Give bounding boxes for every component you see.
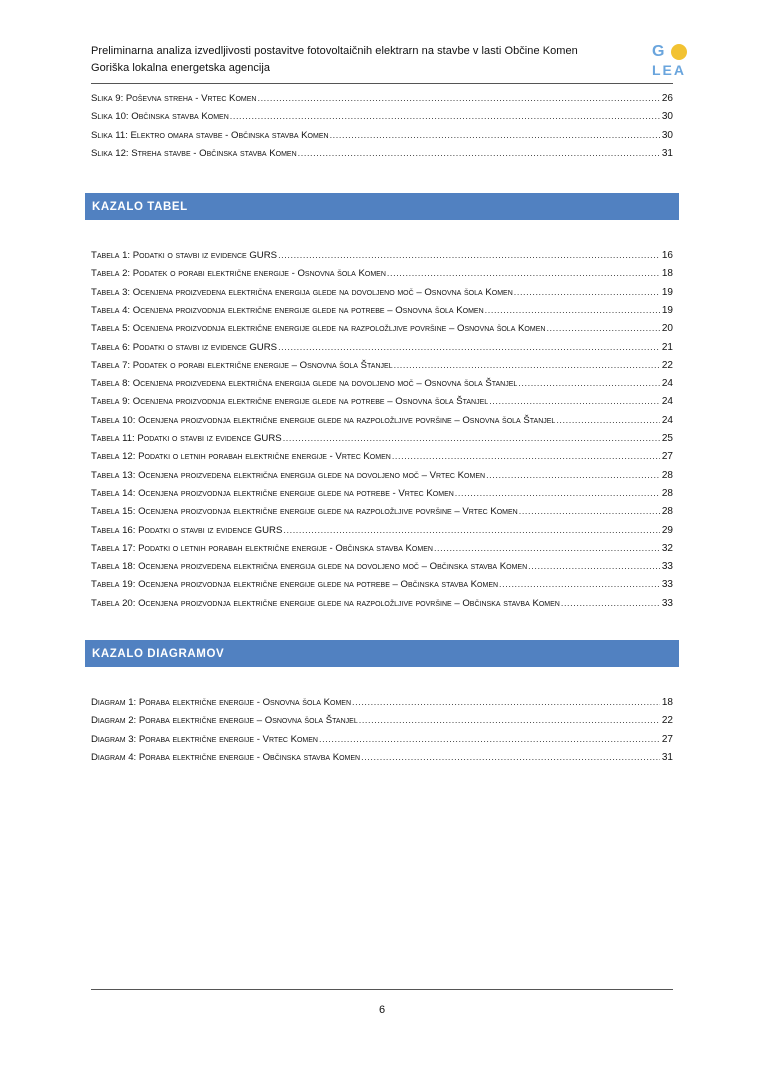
toc-leader-dots: [298, 148, 660, 158]
toc-entry-page: 30: [661, 129, 673, 141]
toc-entry[interactable]: [91, 433, 673, 447]
toc-entry-label: Tabela 16: Podatki o stavbi iz evidence GURS: [91, 524, 283, 536]
toc-entry-page: 28: [661, 469, 673, 481]
toc-leader-dots: [528, 561, 660, 571]
toc-leader-dots: [519, 506, 660, 516]
golea-logo: [651, 43, 691, 79]
toc-entry[interactable]: [91, 130, 673, 144]
toc-entry-page: 31: [661, 147, 673, 159]
toc-entry[interactable]: [91, 342, 673, 356]
toc-entry-label: Tabela 9: Ocenjena proizvodnja električne energije glede na potrebe – Osnovna šola Štanjel: [91, 396, 489, 408]
toc-entry-page: 31: [661, 751, 673, 763]
toc-entry[interactable]: [91, 287, 673, 301]
toc-leader-dots: [283, 525, 659, 535]
toc-entry-label: Tabela 11: Podatki o stavbi iz evidence GURS: [91, 433, 282, 444]
toc-entry-page: 24: [661, 396, 673, 408]
toc-entry[interactable]: [91, 525, 673, 539]
toc-entry-page: 21: [661, 341, 673, 353]
toc-leader-dots: [455, 488, 660, 498]
toc-entry-label: Tabela 6: Podatki o stavbi iz evidence GURS: [91, 341, 278, 353]
toc-entry[interactable]: [91, 415, 673, 429]
toc-entry[interactable]: [91, 93, 673, 107]
toc-entry-page: 26: [661, 93, 673, 104]
header-divider: [91, 83, 673, 84]
toc-entry-page: 25: [661, 433, 673, 444]
toc-entry-page: 32: [661, 542, 673, 554]
toc-entry[interactable]: [91, 543, 673, 557]
toc-entry-label: Slika 9: Poševna streha - Vrtec Komen: [91, 93, 257, 104]
toc-entry-label: Diagram 1: Poraba električne energije - Osnovna šola Komen: [91, 697, 352, 708]
section-header-diagrams: KAZALO DIAGRAMOV: [85, 640, 679, 667]
toc-leader-dots: [387, 268, 660, 278]
toc-leader-dots: [434, 543, 660, 553]
toc-entry-page: 16: [661, 250, 673, 261]
logo-sun-o: [671, 44, 687, 60]
toc-entry-label: Tabela 2: Podatek o porabi električne energije - Osnovna šola Komen: [91, 268, 386, 280]
toc-entry-label: Tabela 19: Ocenjena proizvodnja električne energije glede na potrebe – Občinska stavba Komen: [91, 579, 499, 591]
toc-entry-label: Tabela 15: Ocenjena proizvodnja električne energije glede na razpoložljive površine – Vrtec Komen: [91, 506, 518, 518]
toc-entry[interactable]: [91, 561, 673, 575]
toc-entry-page: 33: [661, 597, 673, 609]
toc-leader-dots: [485, 305, 660, 315]
toc-entry[interactable]: [91, 148, 673, 162]
toc-entry-label: Tabela 3: Ocenjena proizvedena električna energija glede na dovoljeno moč – Osnovna šola Komen: [91, 286, 513, 298]
toc-entry-label: Tabela 4: Ocenjena proizvodnja električne energije glede na potrebe – Osnovna šola Komen: [91, 304, 484, 316]
toc-leader-dots: [283, 433, 660, 443]
toc-entry-label: Tabela 5: Ocenjena proizvodnja električne energije glede na razpoložljive površine – Osnovna šola Komen: [91, 323, 546, 335]
toc-leader-dots: [392, 451, 660, 461]
logo-letter-g: G: [652, 43, 665, 60]
toc-entry-label: Tabela 8: Ocenjena proizvedena električna energija glede na dovoljeno moč – Osnovna šola Štanjel: [91, 378, 518, 390]
footer-divider: [91, 989, 673, 990]
toc-entry-page: 18: [661, 268, 673, 280]
toc-entry[interactable]: [91, 752, 673, 766]
toc-entry-label: Slika 12: Streha stavbe - Občinska stavba Komen: [91, 147, 297, 159]
toc-entry[interactable]: [91, 598, 673, 612]
toc-entry-page: 24: [661, 414, 673, 426]
toc-leader-dots: [394, 360, 660, 370]
toc-entry[interactable]: [91, 378, 673, 392]
toc-entry-label: Tabela 7: Podatek o porabi električne energije – Osnovna šola Štanjel: [91, 359, 393, 371]
toc-leader-dots: [361, 752, 660, 762]
toc-leader-dots: [514, 287, 660, 297]
toc-entry-label: Diagram 2: Poraba električne energije – Osnovna šola Štanjel: [91, 715, 358, 727]
toc-leader-dots: [330, 130, 660, 140]
toc-leader-dots: [359, 715, 660, 725]
toc-entry-page: 30: [661, 111, 673, 123]
toc-entry[interactable]: [91, 323, 673, 337]
toc-entry-page: 27: [661, 733, 673, 745]
toc-leader-dots: [257, 93, 659, 103]
toc-leader-dots: [499, 579, 660, 589]
toc-entry-label: Tabela 14: Ocenjena proizvodnja električne energije glede na potrebe - Vrtec Komen: [91, 487, 454, 499]
toc-entry-page: 28: [661, 506, 673, 518]
toc-entry[interactable]: [91, 488, 673, 502]
toc-entry-page: 28: [661, 487, 673, 499]
toc-entry[interactable]: [91, 734, 673, 748]
toc-entry[interactable]: [91, 250, 673, 264]
toc-entry[interactable]: [91, 451, 673, 465]
toc-leader-dots: [278, 342, 660, 352]
toc-entry-page: 33: [661, 579, 673, 591]
header-title: Preliminarna analiza izvedljivosti postavitve fotovoltaičnih elektrarn na stavbe v lasti Občine Komen: [91, 45, 578, 57]
toc-entry-page: 22: [661, 715, 673, 727]
toc-entry-page: 22: [661, 359, 673, 371]
toc-entry-label: Slika 10: Občinska stavba Komen: [91, 111, 229, 123]
toc-leader-dots: [230, 111, 660, 121]
toc-entry-page: 20: [661, 323, 673, 335]
toc-entry-label: Tabela 10: Ocenjena proizvodnja električne energije glede na razpoložljive površine – Osnovna šola Štanjel: [91, 414, 556, 426]
toc-entry-label: Diagram 3: Poraba električne energije - Vrtec Komen: [91, 733, 318, 745]
toc-entry[interactable]: [91, 360, 673, 374]
toc-entry[interactable]: [91, 396, 673, 410]
toc-entry-page: 29: [661, 524, 673, 536]
toc-entry-page: 24: [661, 378, 673, 390]
toc-leader-dots: [319, 734, 660, 744]
toc-leader-dots: [352, 697, 660, 707]
toc-leader-dots: [561, 598, 660, 608]
toc-entry-label: Tabela 18: Ocenjena proizvedena električna energija glede na dovoljeno moč – Občinska stavba Komen: [91, 561, 528, 573]
toc-entry[interactable]: [91, 470, 673, 484]
section-header-tables: KAZALO TABEL: [85, 193, 679, 220]
toc-entry[interactable]: [91, 268, 673, 282]
toc-entry-page: 33: [661, 561, 673, 573]
toc-entry-page: 19: [661, 304, 673, 316]
toc-entry-label: Tabela 12: Podatki o letnih porabah električne energije - Vrtec Komen: [91, 451, 391, 463]
logo-letters-lea: LEA: [652, 62, 686, 78]
toc-entry[interactable]: [91, 111, 673, 125]
header-subtitle: Goriška lokalna energetska agencija: [91, 62, 271, 74]
toc-entry-label: Diagram 4: Poraba električne energije - Občinska stavba Komen: [91, 751, 361, 763]
toc-leader-dots: [486, 470, 660, 480]
toc-entry-label: Slika 11: Elektro omara stavbe - Občinska stavba Komen: [91, 129, 329, 141]
toc-entry-page: 18: [661, 697, 673, 708]
toc-entry-label: Tabela 13: Ocenjena proizvedena električna energija glede na dovoljeno moč – Vrtec Komen: [91, 469, 486, 481]
toc-leader-dots: [546, 323, 659, 333]
toc-entry[interactable]: [91, 579, 673, 593]
toc-entry[interactable]: [91, 715, 673, 729]
toc-entry[interactable]: [91, 697, 673, 711]
toc-entry-page: 27: [661, 451, 673, 463]
toc-entry-page: 19: [661, 286, 673, 298]
toc-leader-dots: [278, 250, 660, 260]
toc-entry-label: Tabela 1: Podatki o stavbi iz evidence GURS: [91, 250, 278, 261]
toc-leader-dots: [489, 396, 660, 406]
toc-leader-dots: [556, 415, 660, 425]
toc-entry[interactable]: [91, 305, 673, 319]
page-number: 6: [378, 1004, 386, 1016]
toc-entry-label: Tabela 20: Ocenjena proizvodnja električne energije glede na razpoložljive površine – Občinska stavba Komen: [91, 597, 560, 609]
toc-entry-label: Tabela 17: Podatki o letnih porabah električne energije - Občinska stavba Komen: [91, 542, 433, 554]
toc-entry[interactable]: [91, 506, 673, 520]
toc-leader-dots: [518, 378, 660, 388]
